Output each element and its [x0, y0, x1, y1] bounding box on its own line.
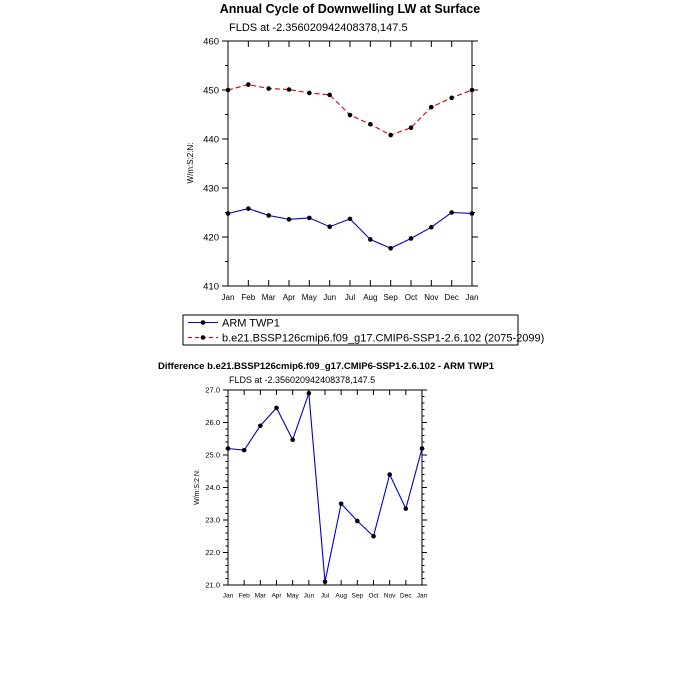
top-x-tick-label: Apr	[282, 293, 296, 302]
top-y-tick-label: 460	[203, 36, 219, 48]
top-chart-title: Annual Cycle of Downwelling LW at Surface	[219, 2, 481, 16]
top-x-tick-label: May	[301, 293, 317, 302]
bottom-x-tick-label: Oct	[368, 592, 379, 600]
top-series-point-0	[388, 246, 393, 251]
bottom-x-tick-label: Dec	[400, 592, 412, 600]
top-y-tick-label: 450	[203, 85, 219, 97]
top-series-point-1	[287, 87, 292, 92]
bottom-y-tick-label: 26.0	[205, 418, 220, 428]
bottom-series-point-0	[420, 446, 425, 451]
top-series-point-1	[226, 88, 231, 93]
bottom-y-tick-label: 27.0	[205, 385, 220, 395]
bottom-y-tick-label: 22.0	[205, 548, 220, 558]
top-x-tick-label: Jan	[221, 293, 235, 302]
legend-marker-arm	[201, 320, 206, 325]
bottom-x-tick-label: Jan	[416, 592, 428, 600]
top-series-point-0	[327, 224, 332, 229]
bottom-chart-plot-frame	[228, 390, 422, 585]
top-x-tick-label: Sep	[383, 293, 398, 302]
legend	[183, 315, 544, 345]
bottom-series-point-0	[355, 519, 360, 524]
top-x-tick-label: Jul	[344, 293, 356, 302]
top-series-line-1	[228, 85, 472, 135]
bottom-series-point-0	[274, 406, 279, 411]
bottom-series-point-0	[307, 391, 312, 396]
top-x-tick-label: Dec	[444, 293, 459, 302]
legend-label-arm: ARM TWP1	[222, 317, 280, 330]
bottom-series-point-0	[404, 506, 409, 511]
top-series-point-1	[368, 122, 373, 127]
bottom-chart-axes	[205, 386, 427, 600]
bottom-x-tick-label: Feb	[238, 592, 250, 600]
bottom-x-tick-label: Jun	[303, 592, 315, 600]
bottom-x-tick-label: May	[286, 592, 299, 600]
bottom-chart-series	[226, 391, 425, 584]
top-y-tick-label: 440	[203, 134, 219, 146]
bottom-x-tick-label: Apr	[271, 592, 282, 600]
top-series-point-1	[470, 88, 475, 93]
legend-marker-model	[201, 335, 206, 340]
top-y-tick-label: 420	[203, 232, 219, 244]
bottom-x-tick-label: Sep	[351, 592, 364, 600]
top-series-point-0	[449, 210, 454, 215]
top-series-point-1	[449, 96, 454, 101]
top-series-point-1	[409, 125, 414, 130]
bottom-chart-subtitle: FLDS at -2.356020942408378,147.5	[229, 375, 376, 385]
top-series-point-0	[246, 206, 251, 211]
top-x-tick-label: Nov	[424, 293, 439, 302]
bottom-series-line-0	[228, 393, 422, 582]
bottom-chart-ylabel: W/m:S:2:N:	[194, 469, 201, 505]
bottom-series-point-0	[387, 472, 392, 477]
top-series-point-1	[429, 105, 434, 110]
top-series-point-1	[348, 113, 353, 118]
bottom-series-point-0	[339, 501, 344, 506]
bottom-series-point-0	[323, 579, 328, 584]
top-series-point-0	[266, 213, 271, 218]
top-y-tick-label: 430	[203, 183, 219, 195]
bottom-x-tick-label: Mar	[254, 592, 266, 600]
top-x-tick-label: Jan	[465, 293, 479, 302]
bottom-chart-title: Difference b.e21.BSSP126cmip6.f09_g17.CMIP6-SSP1-2.6.102 - ARM TWP1	[158, 361, 494, 372]
top-chart-axes	[203, 36, 478, 302]
top-series-point-0	[429, 225, 434, 230]
top-series-point-0	[226, 211, 231, 216]
legend-label-model: b.e21.BSSP126cmip6.f09_g17.CMIP6-SSP1-2.6.102 (2075-2099)	[222, 332, 545, 345]
top-series-point-1	[388, 133, 393, 138]
bottom-series-point-0	[371, 534, 376, 539]
top-series-point-0	[348, 217, 353, 222]
top-chart-subtitle: FLDS at -2.356020942408378,147.5	[229, 22, 408, 34]
bottom-x-tick-label: Jul	[320, 592, 330, 600]
top-x-tick-label: Oct	[404, 293, 418, 302]
top-series-point-0	[409, 236, 414, 241]
bottom-y-tick-label: 23.0	[205, 515, 220, 525]
bottom-x-tick-label: Aug	[335, 592, 347, 600]
bottom-y-tick-label: 25.0	[205, 450, 220, 460]
top-chart-plot-frame	[228, 41, 472, 286]
bottom-y-tick-label: 21.0	[205, 580, 220, 590]
top-series-point-0	[307, 216, 312, 221]
top-series-point-0	[368, 237, 373, 242]
top-x-tick-label: Aug	[363, 293, 378, 302]
top-x-tick-label: Feb	[241, 293, 256, 302]
top-series-point-0	[470, 211, 475, 216]
bottom-series-point-0	[290, 437, 295, 442]
top-series-point-1	[307, 91, 312, 96]
bottom-x-tick-label: Nov	[383, 592, 396, 600]
bottom-y-tick-label: 24.0	[205, 483, 220, 493]
top-y-tick-label: 410	[203, 281, 219, 293]
top-chart-series	[226, 82, 475, 250]
bottom-series-point-0	[258, 423, 263, 428]
bottom-series-point-0	[226, 446, 231, 451]
top-series-point-1	[246, 82, 251, 87]
top-series-point-1	[327, 93, 332, 98]
bottom-series-point-0	[242, 448, 247, 453]
top-series-line-0	[228, 209, 472, 249]
top-x-tick-label: Jun	[323, 293, 337, 302]
top-x-tick-label: Mar	[261, 293, 276, 302]
top-series-point-1	[266, 86, 271, 91]
top-series-point-0	[287, 217, 292, 222]
bottom-x-tick-label: Jan	[222, 592, 234, 600]
top-chart-ylabel: W/m:S:2:N:	[186, 142, 195, 184]
